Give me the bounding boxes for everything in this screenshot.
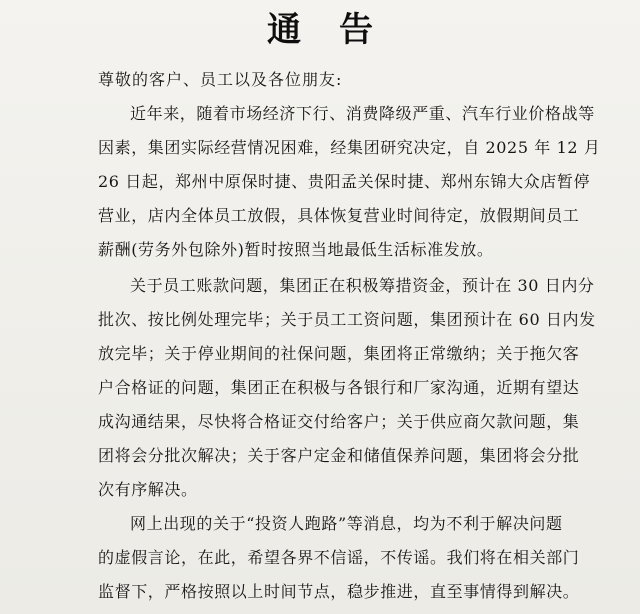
paragraph-2-line-6: 团将会分批次解决；关于客户定金和储值保养问题，集团将会分批 — [98, 446, 580, 465]
paragraph-1-line-5: 薪酬(劳务外包除外)暂时按照当地最低生活标准发放。 — [98, 240, 494, 259]
paragraph-2-line-2: 批次、按比例处理完毕；关于员工工资问题，集团预计在 60 日内发 — [98, 310, 596, 329]
notice-greeting: 尊敬的客户、员工以及各位朋友: — [98, 70, 343, 89]
notice-title: 通告 — [267, 10, 411, 50]
paragraph-1-line-2: 因素，集团实际经营情况困难，经集团研究决定，自 2025 年 12 月 — [98, 138, 601, 157]
paragraph-2-line-7: 次有序解决。 — [98, 480, 198, 499]
paragraph-2-line-4: 户合格证的问题，集团正在积极与各银行和厂家沟通，近期有望达 — [98, 378, 580, 397]
paragraph-2-line-1: 关于员工账款问题，集团正在积极筹措资金，预计在 30 日内分 — [130, 276, 595, 295]
paragraph-1-line-1: 近年来，随着市场经济下行、消费降级严重、汽车行业价格战等 — [130, 104, 595, 123]
paragraph-2-line-3: 放完毕；关于停业期间的社保问题，集团将正常缴纳；关于拖欠客 — [98, 344, 580, 363]
paragraph-1-line-3: 26 日起，郑州中原保时捷、贵阳孟关保时捷、郑州东锦大众店暂停 — [98, 172, 591, 191]
paragraph-3-line-3: 监督下，严格按照以上时间节点，稳步推进，直至事情得到解决。 — [98, 582, 580, 601]
paragraph-3-line-1: 网上出现的关于“投资人跑路”等消息，均为不利于解决问题 — [130, 514, 563, 533]
paragraph-2-line-5: 成沟通结果，尽快将合格证交付给客户；关于供应商欠款问题，集 — [98, 412, 580, 431]
paragraph-3-line-2: 的虚假言论，在此，希望各界不信谣，不传谣。我们将在相关部门 — [98, 548, 580, 567]
paragraph-1-line-4: 营业，店内全体员工放假，具体恢复营业时间待定，放假期间员工 — [98, 206, 580, 225]
